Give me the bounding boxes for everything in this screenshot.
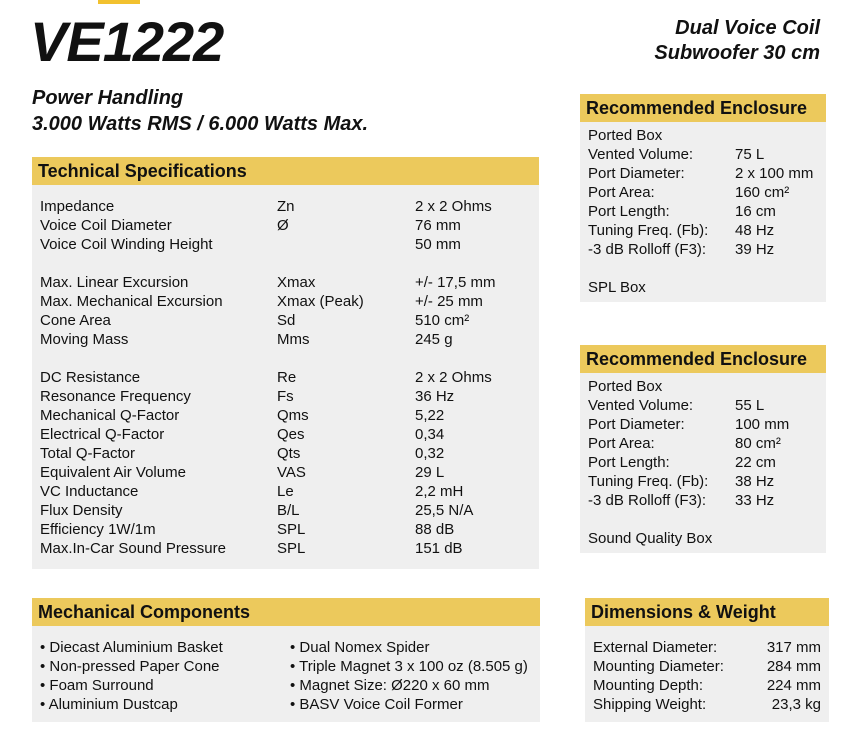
- mechanical-component-item: • Aluminium Dustcap: [40, 696, 178, 713]
- spec-symbol: Ø: [277, 217, 289, 234]
- enclosure-value: 55 L: [735, 397, 765, 414]
- dimension-label: Mounting Depth:: [593, 677, 704, 694]
- spec-name: Resonance Frequency: [40, 388, 191, 405]
- mechanical-component-item: • BASV Voice Coil Former: [290, 696, 463, 713]
- spec-row: [40, 292, 531, 311]
- brand-accent-bar: [98, 0, 140, 4]
- spec-group-spacer: [40, 254, 531, 273]
- enclosure-row: [588, 164, 820, 183]
- spec-row: [40, 330, 531, 349]
- spec-name: Voice Coil Diameter: [40, 217, 172, 234]
- spec-symbol: VAS: [277, 464, 306, 481]
- mechanical-component-item: • Magnet Size: Ø220 x 60 mm: [290, 677, 490, 694]
- enclosure-row: [588, 472, 820, 491]
- spec-symbol: Zn: [277, 198, 295, 215]
- dimension-value: 23,3 kg: [771, 696, 821, 713]
- enclosure-row: [588, 221, 820, 240]
- spec-value: +/- 17,5 mm: [415, 274, 496, 291]
- dimension-value: 317 mm: [766, 639, 821, 656]
- spec-symbol: Fs: [277, 388, 294, 405]
- enclosure-value: 38 Hz: [735, 473, 775, 490]
- spec-value: 5,22: [415, 407, 445, 424]
- spec-symbol: Le: [277, 483, 294, 500]
- enclosure-footer-label: Sound Quality Box: [588, 530, 713, 547]
- enclosure-row: [588, 415, 820, 434]
- enclosure-label: Vented Volume:: [588, 146, 694, 163]
- enclosure-row: [588, 396, 820, 415]
- spec-name: Efficiency 1W/1m: [40, 521, 156, 538]
- enclosure-row: [588, 183, 820, 202]
- spec-value: +/- 25 mm: [415, 293, 483, 310]
- product-subtitle: [654, 16, 820, 66]
- enclosure-footer-label: SPL Box: [588, 279, 646, 296]
- spec-symbol: Qes: [277, 426, 305, 443]
- dimension-row: [593, 695, 821, 714]
- spec-row: [40, 311, 531, 330]
- spec-symbol: Xmax (Peak): [277, 293, 364, 310]
- spec-row: [40, 463, 531, 482]
- enclosure-label: Tuning Freq. (Fb):: [588, 222, 709, 239]
- spec-value: 50 mm: [415, 236, 461, 253]
- spec-name: DC Resistance: [40, 369, 141, 386]
- enclosure-label: Port Area:: [588, 184, 655, 201]
- spec-name: Max.In-Car Sound Pressure: [40, 540, 226, 557]
- spec-name: Max. Linear Excursion: [40, 274, 189, 291]
- spec-value: 510 cm²: [415, 312, 470, 329]
- mechanical-component-item: • Foam Surround: [40, 677, 154, 694]
- spec-row: [40, 273, 531, 292]
- enclosure-label: -3 dB Rolloff (F3):: [588, 492, 707, 509]
- spec-table: [40, 197, 531, 558]
- mechanical-component-item: • Triple Magnet 3 x 100 oz (8.505 g): [290, 658, 528, 675]
- spec-name: VC Inductance: [40, 483, 139, 500]
- spec-value: 76 mm: [415, 217, 461, 234]
- enclosure-label: Port Length:: [588, 454, 670, 471]
- dimension-value: 224 mm: [766, 677, 821, 694]
- spec-value: 36 Hz: [415, 388, 455, 405]
- enclosure-value: 16 cm: [735, 203, 776, 220]
- enclosure-label: Port Area:: [588, 435, 655, 452]
- enclosure-row: [588, 145, 820, 164]
- dimension-label: Shipping Weight:: [593, 696, 707, 713]
- enclosure-row: [588, 434, 820, 453]
- spec-row: [40, 216, 531, 235]
- enclosure-value: 160 cm²: [735, 184, 790, 201]
- recommended-enclosure-panel-spl: [580, 94, 826, 302]
- enclosure-label: Vented Volume:: [588, 397, 694, 414]
- dimension-row: [593, 657, 821, 676]
- enclosure-spl-body: [588, 126, 820, 297]
- spec-symbol: SPL: [277, 521, 306, 538]
- mechanical-components-header: Mechanical Components: [32, 598, 540, 626]
- spec-value: 2 x 2 Ohms: [415, 198, 492, 215]
- spec-row: [40, 520, 531, 539]
- spec-name: Impedance: [40, 198, 115, 215]
- dimension-row: [593, 676, 821, 695]
- spec-row: [40, 425, 531, 444]
- power-handling-title: Power Handling: [32, 87, 184, 109]
- spec-row: [40, 482, 531, 501]
- spec-row: [40, 444, 531, 463]
- recommended-enclosure-panel-sq: [580, 345, 826, 553]
- dimension-label: External Diameter:: [593, 639, 718, 656]
- enclosure-sq-body: [588, 377, 820, 548]
- dimensions-weight-header: Dimensions & Weight: [585, 598, 829, 626]
- spec-symbol: B/L: [277, 502, 300, 519]
- model-title: VE1222: [30, 10, 224, 73]
- enclosure-label: Tuning Freq. (Fb):: [588, 473, 709, 490]
- enclosure-value: 48 Hz: [735, 222, 775, 239]
- spec-name: Equivalent Air Volume: [40, 464, 186, 481]
- spec-symbol: Xmax: [277, 274, 316, 291]
- subtitle-line-2: Subwoofer 30 cm: [654, 42, 820, 64]
- dimensions-weight-panel: [585, 598, 829, 722]
- mechanical-components-panel: [32, 598, 540, 722]
- enclosure-value: 39 Hz: [735, 241, 775, 258]
- spec-row: [40, 539, 531, 558]
- spec-name: Flux Density: [40, 502, 123, 519]
- enclosure-value: 22 cm: [735, 454, 776, 471]
- spec-value: 88 dB: [415, 521, 455, 538]
- enclosure-box-type: Ported Box: [588, 378, 663, 395]
- recommended-enclosure-header: Recommended Enclosure: [580, 345, 826, 373]
- spec-name: Cone Area: [40, 312, 111, 329]
- spec-group-spacer: [40, 349, 531, 368]
- spec-symbol: Sd: [277, 312, 296, 329]
- spec-value: 2 x 2 Ohms: [415, 369, 492, 386]
- enclosure-row: [588, 202, 820, 221]
- spec-name: Electrical Q-Factor: [40, 426, 165, 443]
- mechanical-component-item: • Non-pressed Paper Cone: [40, 658, 220, 675]
- enclosure-label: Port Length:: [588, 203, 670, 220]
- enclosure-row: [588, 453, 820, 472]
- spec-row: [40, 406, 531, 425]
- spec-symbol: SPL: [277, 540, 306, 557]
- enclosure-label: Port Diameter:: [588, 416, 685, 433]
- spec-name: Moving Mass: [40, 331, 129, 348]
- spec-row: [40, 501, 531, 520]
- spec-symbol: Mms: [277, 331, 310, 348]
- spec-value: 151 dB: [415, 540, 463, 557]
- enclosure-box-type: Ported Box: [588, 127, 663, 144]
- spec-name: Mechanical Q-Factor: [40, 407, 180, 424]
- spec-name: Voice Coil Winding Height: [40, 236, 213, 253]
- power-handling: [32, 85, 368, 137]
- dimension-row: [593, 638, 821, 657]
- spec-value: 2,2 mH: [415, 483, 464, 500]
- technical-specifications-header: Technical Specifications: [32, 157, 539, 185]
- spec-row: [40, 197, 531, 216]
- spec-value: 25,5 N/A: [415, 502, 474, 519]
- technical-specifications-panel: [32, 157, 539, 569]
- spec-row: [40, 235, 531, 254]
- enclosure-value: 100 mm: [735, 416, 790, 433]
- spec-name: Max. Mechanical Excursion: [40, 293, 223, 310]
- power-handling-value: 3.000 Watts RMS / 6.000 Watts Max.: [32, 113, 369, 135]
- spec-value: 0,34: [415, 426, 445, 443]
- mechanical-component-item: • Diecast Aluminium Basket: [40, 639, 223, 656]
- enclosure-value: 80 cm²: [735, 435, 781, 452]
- dimensions-list: [593, 638, 821, 714]
- spec-symbol: Qts: [277, 445, 301, 462]
- spec-value: 245 g: [415, 331, 453, 348]
- spec-name: Total Q-Factor: [40, 445, 136, 462]
- spec-value: 29 L: [415, 464, 445, 481]
- dimension-label: Mounting Diameter:: [593, 658, 724, 675]
- enclosure-row: [588, 491, 820, 510]
- dimension-value: 284 mm: [766, 658, 821, 675]
- enclosure-value: 33 Hz: [735, 492, 775, 509]
- enclosure-row: [588, 240, 820, 259]
- enclosure-label: Port Diameter:: [588, 165, 685, 182]
- enclosure-value: 75 L: [735, 146, 765, 163]
- recommended-enclosure-header: Recommended Enclosure: [580, 94, 826, 122]
- spec-row: [40, 368, 531, 387]
- spec-symbol: Re: [277, 369, 297, 386]
- mechanical-component-item: • Dual Nomex Spider: [290, 639, 430, 656]
- spec-value: 0,32: [415, 445, 445, 462]
- subtitle-line-1: Dual Voice Coil: [675, 17, 820, 39]
- enclosure-label: -3 dB Rolloff (F3):: [588, 241, 707, 258]
- spec-symbol: Qms: [277, 407, 309, 424]
- enclosure-value: 2 x 100 mm: [735, 165, 814, 182]
- spec-row: [40, 387, 531, 406]
